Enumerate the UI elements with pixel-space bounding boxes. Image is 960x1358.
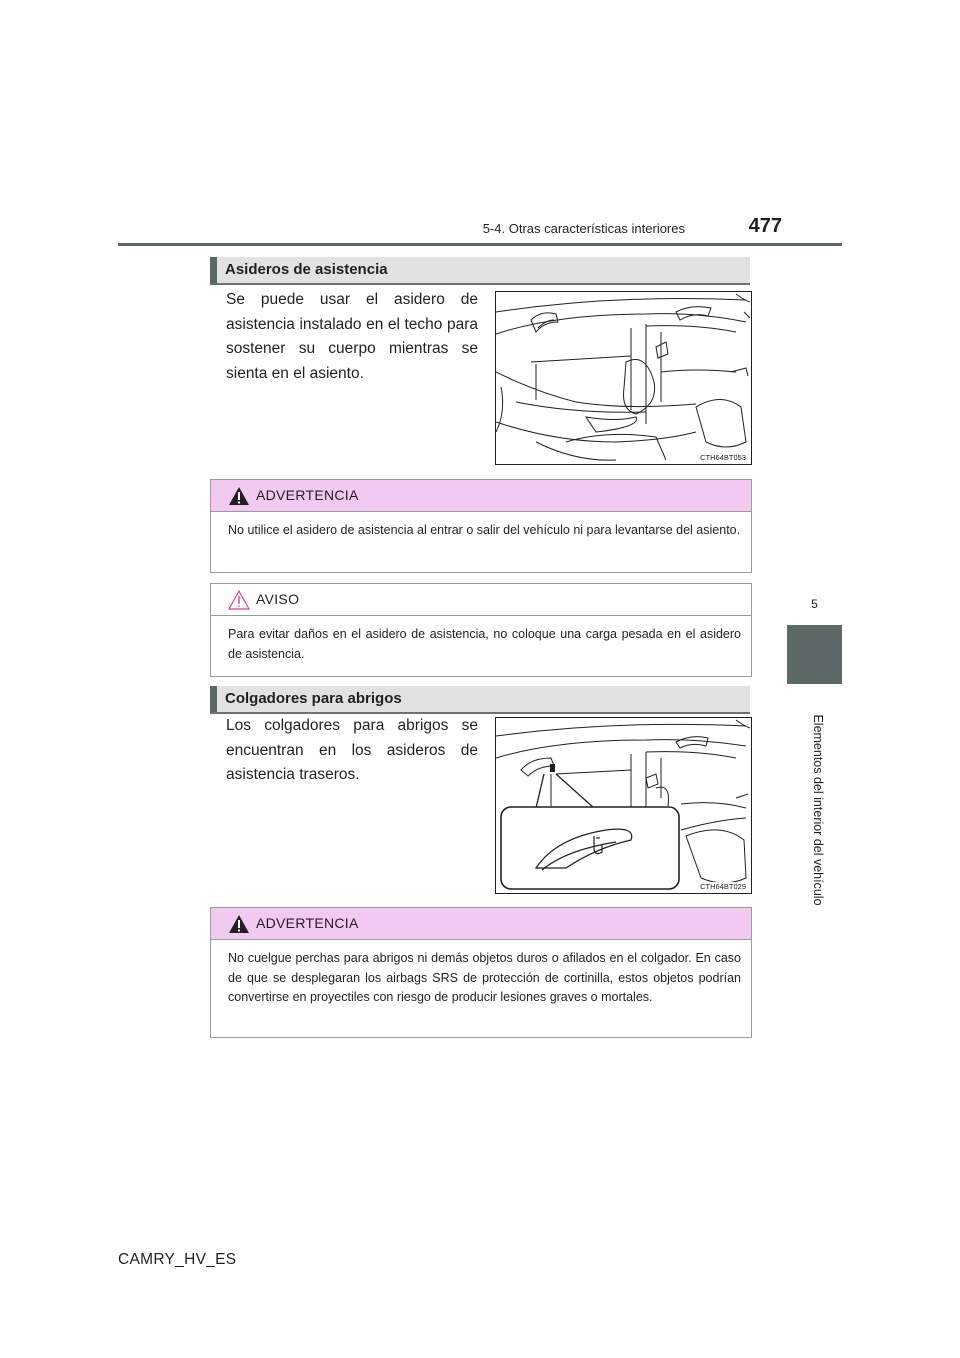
warning-header (211, 908, 751, 940)
chapter-tab (787, 625, 842, 684)
page-number: 477 (748, 215, 782, 237)
illustration-assist-grip (495, 291, 752, 465)
header-rule (118, 243, 842, 246)
illustration-coat-hook (495, 717, 752, 894)
warning-label: ADVERTENCIA (256, 487, 359, 503)
warning-triangle-icon (228, 486, 250, 506)
notice-label: AVISO (256, 591, 300, 607)
caution-triangle-icon (228, 590, 250, 610)
figure-code: CTH64BT053 (700, 453, 746, 462)
section-heading-assist-grips (210, 257, 750, 285)
figure-code: CTH64BT029 (700, 882, 746, 891)
notice-box (210, 583, 752, 677)
notice-text: Para evitar daños en el asidero de asistencia, no coloque una carga pesada en el asidero de asistencia. (228, 627, 741, 661)
heading-marker (210, 686, 217, 712)
section-title: Colgadores para abrigos (225, 690, 402, 707)
warning-header (211, 480, 751, 512)
warning-text: No cuelgue perchas para abrigos ni demás objetos duros o afilados en el colgador. En caso de que se desplegaran los airbags SRS de protección de cortinilla, estos objetos podrían convertirse en proyectiles con riesgo de producir lesiones graves o mortales. (228, 951, 741, 1004)
notice-header (211, 584, 751, 616)
running-header-section: 5-4. Otras características interiores (482, 221, 685, 236)
warning-label: ADVERTENCIA (256, 915, 359, 931)
warning-text: No utilice el asidero de asistencia al entrar o salir del vehículo ni para levantarse del asiento. (228, 523, 741, 537)
section-heading-coat-hooks (210, 686, 750, 714)
section-title: Asideros de asistencia (225, 261, 388, 278)
coat-hook-drawing (496, 718, 751, 893)
warning-box (210, 479, 752, 573)
heading-marker (210, 257, 217, 283)
chapter-number: 5 (811, 597, 818, 611)
model-code: CAMRY_HV_ES (118, 1251, 237, 1268)
warning-box (210, 907, 752, 1038)
warning-triangle-icon (228, 914, 250, 934)
section-body-coat-hooks: Los colgadores para abrigos se encuentran en los asideros de asistencia traseros. (226, 717, 478, 783)
chapter-title: Elementos del interior del vehículo (811, 714, 825, 906)
section-body-assist-grips: Se puede usar el asidero de asistencia instalado en el techo para sostener su cuerpo mientras se sienta en el asiento. (226, 291, 478, 382)
assist-grip-drawing (496, 292, 751, 464)
